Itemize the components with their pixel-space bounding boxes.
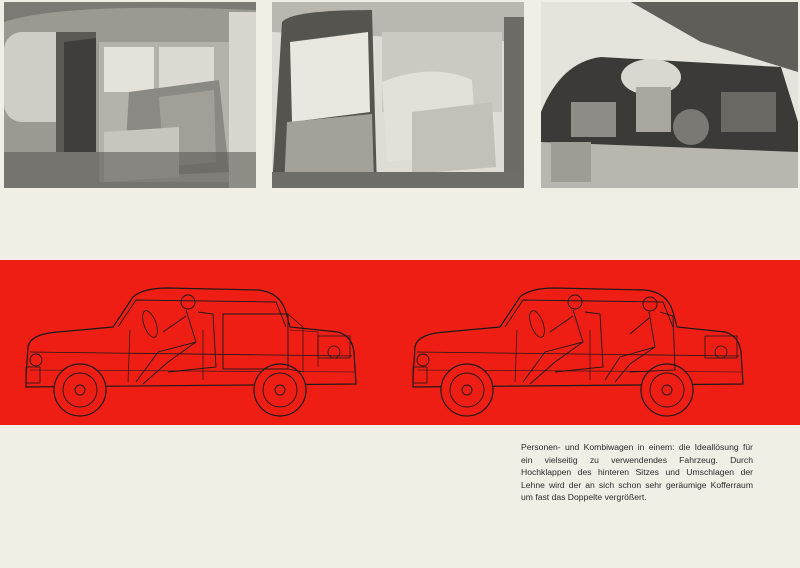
car-cutaway-cargo <box>26 288 356 416</box>
cutaway-illustration-band <box>0 260 800 425</box>
photo-rear-seat-interior <box>4 2 256 188</box>
photo-engine-compartment <box>541 2 798 188</box>
car-cutaway-passenger <box>413 288 743 416</box>
caption-text: Personen- und Kombiwagen in einem: die Ideallösung für ein vielseitig zu verwendendes Fahrzeug. Durch Hochklappen des hinteren Sitzes und Umschlagen der Lehne wird der an sich schon sehr geräumige Kofferraum um fast das Doppelte vergrößert. <box>521 442 753 503</box>
photo-front-seat-interior <box>272 2 524 188</box>
